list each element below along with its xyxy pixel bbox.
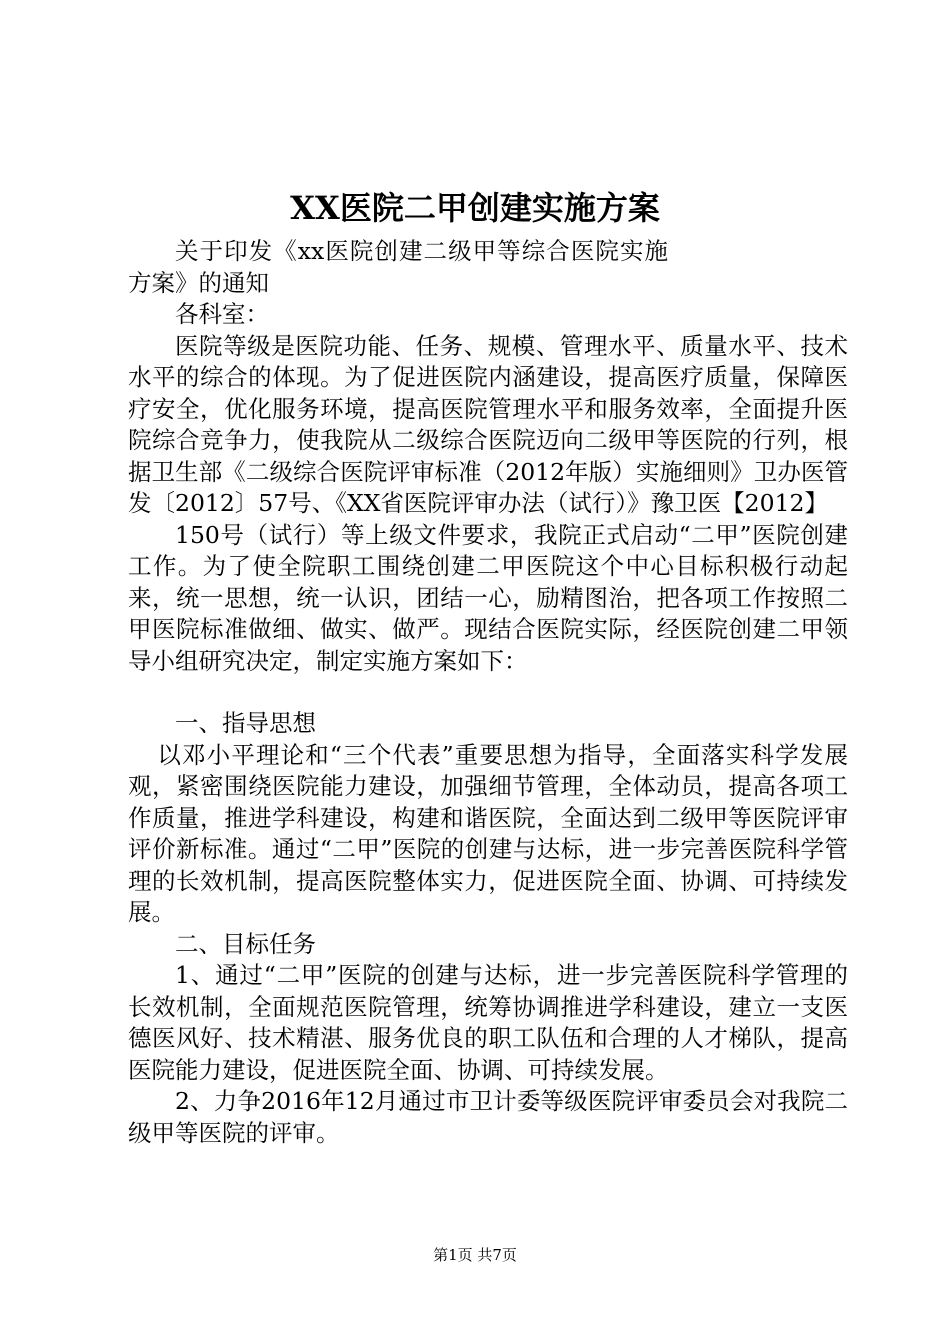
section-2-item-2: 2、力争2016年12月通过市卫计委等级医院评审委员会对我院二级甲等医院的评审。 [128, 1087, 848, 1147]
section-1-text: 以邓小平理论和“三个代表”重要思想为指导，全面落实科学发展观，紧密围绕医院能力建设，加强细节管理，全体动员，提高各项工作质量，推进学科建设，构建和谐医院，全面达到二级甲等医院评审评价新标准。通过“二甲”医院的创建与达标，进一步完善医院科学管理的长效机制，提高医院整体实力，促进医院全面、协调、可持续发展。 [128, 740, 848, 926]
paragraph-gap [128, 677, 848, 708]
salutation: 各科室： [175, 300, 269, 328]
intro-paragraph-2: 150号（试行）等上级文件要求，我院正式启动“二甲”医院创建工作。为了使全院职工围绕创建二甲医院这个中心目标积极行动起来，统一思想，统一认识，团结一心，励精图治，把各项工作按照二甲医院标准做细、做实、做严。现结合医院实际，经医院创建二甲领导小组研究决定，制定实施方案如下： [128, 520, 848, 675]
notice-heading: 关于印发《xx医院创建二级甲等综合医院实施方案》的通知 [128, 237, 668, 297]
section-2-heading: 二、目标任务 [175, 929, 316, 958]
page-footer: 第1页 共7页 [433, 1246, 517, 1264]
section-2-item-1: 1、通过“二甲”医院的创建与达标，进一步完善医院科学管理的长效机制，全面规范医院管理，统筹协调推进学科建设，建立一支医德医风好、技术精湛、服务优良的职工队伍和合理的人才梯队，提高医院能力建设，促进医院全面、协调、可持续发展。 [128, 961, 848, 1084]
document-title: XX医院二甲创建实施方案 [290, 189, 660, 227]
intro-paragraph-1: 医院等级是医院功能、任务、规模、管理水平、质量水平、技术水平的综合的体现。为了促进医院内涵建设，提高医疗质量，保障医疗安全，优化服务环境，提高医院管理水平和服务效率，全面提升医院综合竞争力，使我院从二级综合医院迈向二级甲等医院的行列，根据卫生部《二级综合医院评审标准（2012年版）实施细则》卫办医管发〔2012〕57号、《XX省医院评审办法（试行）》豫卫医【2012】 [128, 331, 848, 517]
document-body [128, 236, 848, 1149]
section-1-heading: 一、指导思想 [175, 709, 316, 737]
